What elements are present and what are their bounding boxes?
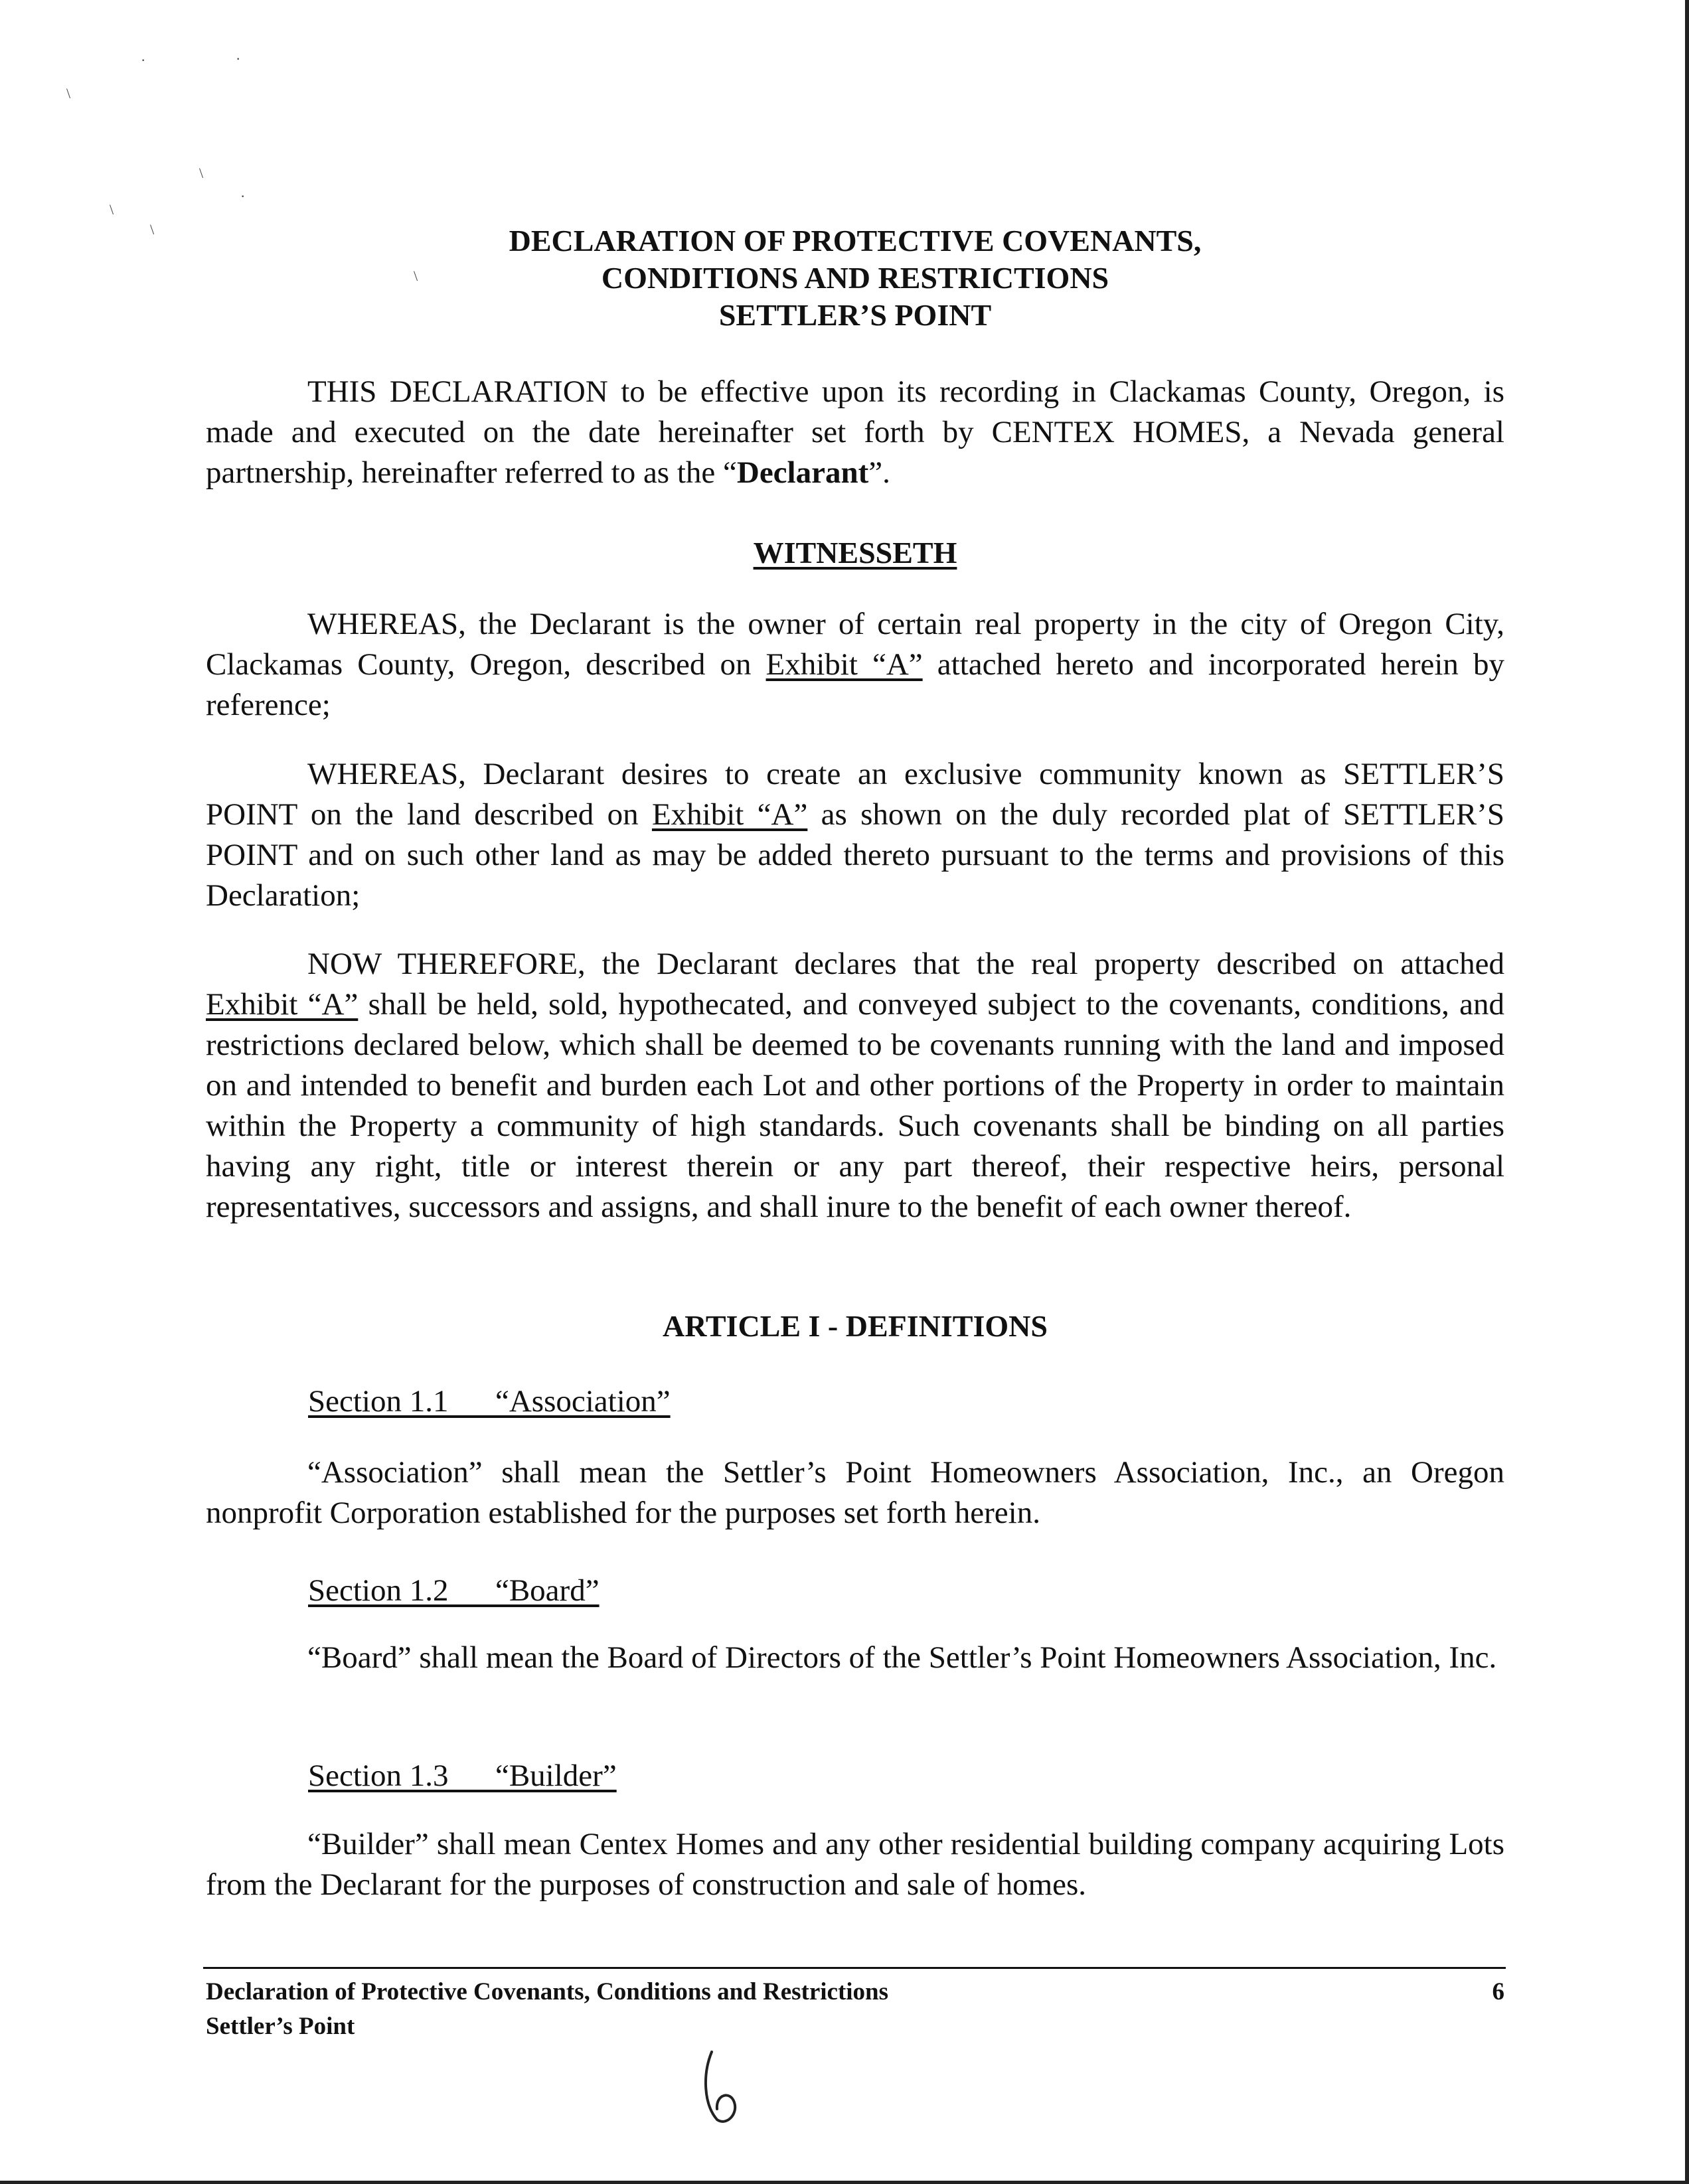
- footer-line-2: Settler’s Point: [206, 2013, 355, 2040]
- scan-edge-bottom: [0, 2181, 1689, 2184]
- whereas1-before: WHEREAS, the Declarant is the owner of certain real property in the city of Oregon City, Clackamas County, Oregon, described on: [206, 607, 1504, 682]
- footer-line-1: Declaration of Protective Covenants, Conditions and Restrictions: [206, 1978, 889, 2005]
- witnesseth-heading: WITNESSETH: [753, 536, 957, 570]
- intro-end: ”.: [868, 455, 890, 490]
- footer-rule: [203, 1967, 1506, 1969]
- whereas1-after: attached hereto and incorporated herein by reference;: [206, 647, 1504, 722]
- scan-speck: ·: [240, 188, 246, 204]
- document-title: [206, 222, 1504, 334]
- scan-edge-right: [1685, 0, 1689, 2184]
- declarant-term: Declarant: [736, 455, 869, 490]
- exhibit-a-reference: Exhibit “A”: [206, 987, 359, 1022]
- therefore-after: shall be held, sold, hypothecated, and conveyed subject to the covenants, conditions, and restrictions declared below, which shall be deemed to be covenants running with the land and imposed on and intended to benefit and burden each Lot and other portions of the Property in order to maintain within the Property a community of high standards. Such covenants shall be binding on all parties having any right, title or interest therein or any part thereof, their respective heirs, personal representatives, successors and assigns, and shall inure to the benefit of each owner thereof.: [206, 987, 1504, 1224]
- section-heading: Section 1.3 “Builder”: [308, 1758, 617, 1793]
- scan-speck: ·: [236, 50, 241, 67]
- scan-speck: \: [66, 85, 71, 102]
- whereas2-after: as shown on the duly recorded plat of SETTLER’S POINT and on such other land as may be added thereto pursuant to the terms and provisions of this Declaration;: [206, 797, 1504, 913]
- article-heading: ARTICLE I - DEFINITIONS: [663, 1309, 1048, 1343]
- scan-speck: \: [110, 201, 114, 218]
- therefore-paragraph: [206, 944, 1504, 1227]
- whereas-paragraph-2: [206, 754, 1504, 916]
- scan-speck: ·: [141, 52, 146, 68]
- section-heading: Section 1.2 “Board”: [308, 1573, 600, 1608]
- therefore-before: NOW THEREFORE, the Declarant declares that the real property described on attached: [307, 947, 1504, 981]
- scan-speck: \: [414, 268, 418, 284]
- whereas-paragraph-1: [206, 604, 1504, 726]
- title-line-1: DECLARATION OF PROTECTIVE COVENANTS,: [509, 224, 1202, 258]
- footer-text: [206, 1975, 888, 2044]
- intro-paragraph: [206, 372, 1504, 493]
- page-number: 6: [1492, 1978, 1504, 2005]
- scan-speck: \: [150, 221, 155, 238]
- title-line-2: CONDITIONS AND RESTRICTIONS: [601, 261, 1109, 295]
- section-body: “Board” shall mean the Board of Directors of the Settler’s Point Homeowners Association, Inc.: [307, 1640, 1497, 1675]
- handwritten-page-number: [697, 2048, 750, 2128]
- intro-text: THIS DECLARATION to be effective upon its recording in Clackamas County, Oregon, is made and executed on the date hereinafter set forth by CENTEX HOMES, a Nevada general partnership, hereinafter referred to as the “: [206, 374, 1504, 490]
- section-body: “Builder” shall mean Centex Homes and any other residential building company acquiring Lots from the Declarant for the purposes of construction and sale of homes.: [206, 1827, 1504, 1902]
- whereas2-before: WHEREAS, Declarant desires to create an exclusive community known as SETTLER’S POINT on the land described on: [206, 757, 1504, 832]
- title-line-3: SETTLER’S POINT: [718, 298, 992, 332]
- exhibit-a-reference: Exhibit “A”: [765, 647, 923, 682]
- exhibit-a-reference: Exhibit “A”: [651, 797, 808, 832]
- section-body: “Association” shall mean the Settler’s Point Homeowners Association, Inc., an Oregon nonprofit Corporation established for the purposes set forth herein.: [206, 1455, 1504, 1530]
- section-heading: Section 1.1 “Association”: [308, 1384, 671, 1419]
- scan-speck: \: [199, 165, 204, 181]
